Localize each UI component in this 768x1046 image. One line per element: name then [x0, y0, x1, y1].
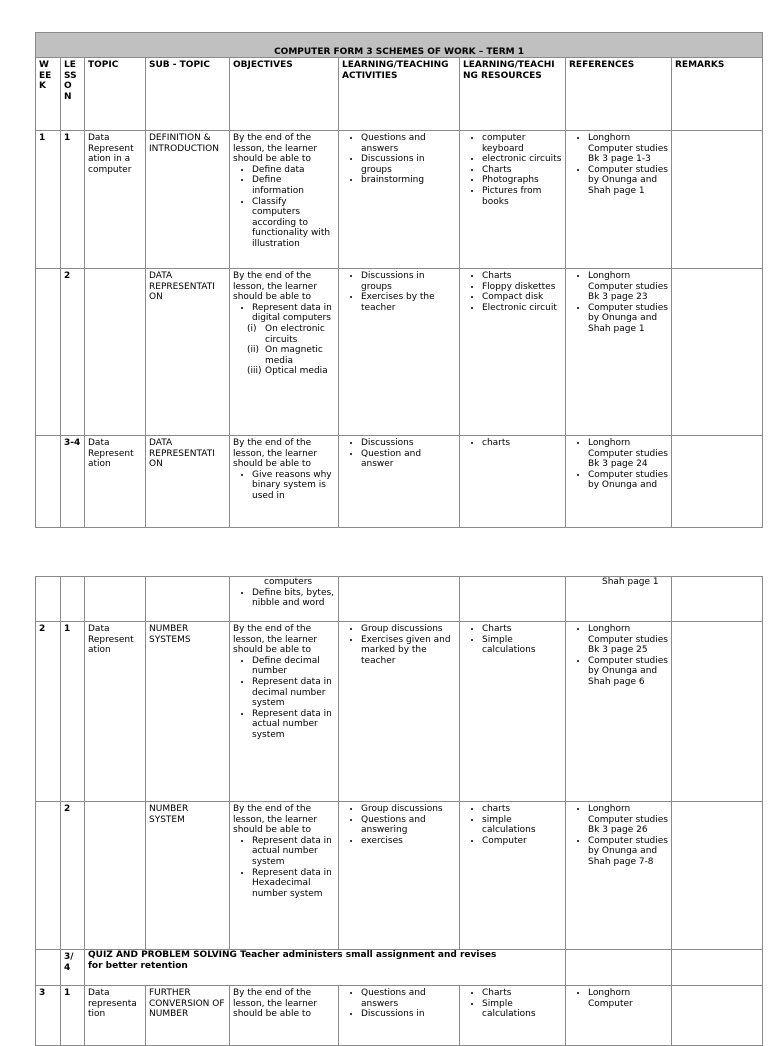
- scheme-table-part1: [35, 32, 763, 528]
- list-item: • Exercises by the teacher: [361, 292, 456, 313]
- list-item: • Pictures from books: [482, 186, 562, 207]
- list-item: • brainstorming: [361, 175, 456, 186]
- table-row: [36, 622, 763, 802]
- week-cell: [36, 577, 61, 622]
- lesson-cell: 2: [61, 802, 85, 950]
- list-item: • Compact disk: [482, 292, 562, 303]
- resources-cell: [460, 269, 566, 436]
- topic-cell: Data representa tion: [85, 986, 146, 1046]
- list-item: • Longhorn Computer studies Bk 3 page 26: [588, 804, 668, 836]
- topic-cell: [85, 802, 146, 950]
- remarks-cell: [672, 269, 763, 436]
- list-item: • Charts: [482, 624, 562, 635]
- list-item: • Represent data in actual number system: [252, 836, 335, 868]
- topic-cell: [85, 269, 146, 436]
- document-title: COMPUTER FORM 3 SCHEMES OF WORK – TERM 1: [36, 33, 763, 58]
- list-item: • Photographs: [482, 175, 562, 186]
- topic-cell: Data Represent ation: [85, 622, 146, 802]
- week-cell: 2: [36, 622, 61, 802]
- list-item: • Exercises given and marked by the teacher: [361, 635, 456, 667]
- list-item: • computer keyboard: [482, 133, 562, 154]
- subtopic-cell: DATA REPRESENTATI ON: [146, 436, 230, 528]
- table-row: [36, 950, 763, 986]
- references-cell: [566, 269, 672, 436]
- objectives-cell: [230, 577, 339, 622]
- table-row: [36, 577, 763, 622]
- list-item: • Charts: [482, 988, 562, 999]
- list-item: • Longhorn Computer studies Bk 3 page 1-3: [588, 133, 668, 165]
- list-item: • Give reasons why binary system is used in: [252, 470, 335, 502]
- lesson-cell: 3/ 4: [61, 950, 85, 986]
- list-item: • Simple calculations: [482, 999, 562, 1020]
- list-item: • Computer studies by Onunga and Shah page 1: [588, 303, 668, 335]
- list-item: • Define bits, bytes, nibble and word: [252, 588, 335, 609]
- resources-cell: [460, 802, 566, 950]
- topic-cell: Data Represent ation in a computer: [85, 131, 146, 269]
- activities-cell: [339, 577, 460, 622]
- header-subtopic: SUB - TOPIC: [146, 58, 230, 131]
- remarks-cell: [672, 622, 763, 802]
- topic-cell: [85, 577, 146, 622]
- resources-cell: [460, 131, 566, 269]
- activities-cell: [339, 622, 460, 802]
- list-item: • Classify computers according to functionality with illustration: [252, 197, 335, 250]
- list-item: • Discussions in: [361, 1009, 456, 1020]
- table-row: [36, 986, 763, 1046]
- lesson-cell: [61, 577, 85, 622]
- resources-cell: [460, 436, 566, 528]
- subtopic-cell: DEFINITION & INTRODUCTION: [146, 131, 230, 269]
- list-item: • Discussions in groups: [361, 154, 456, 175]
- list-item: • Longhorn Computer studies Bk 3 page 25: [588, 624, 668, 656]
- list-item: • Computer studies by Onunga and Shah page 7-8: [588, 836, 668, 868]
- list-item: • Longhorn Computer studies Bk 3 page 24: [588, 438, 668, 470]
- week-cell: [36, 950, 61, 986]
- list-item: • Computer studies by Onunga and: [588, 470, 668, 491]
- subtopic-cell: NUMBER SYSTEMS: [146, 622, 230, 802]
- list-item: • Question and answer: [361, 449, 456, 470]
- week-cell: 3: [36, 986, 61, 1046]
- list-item: • Represent data in decimal number system: [252, 677, 335, 709]
- list-item: • Charts: [482, 165, 562, 176]
- objectives-continued: computers: [264, 577, 313, 587]
- list-item: • Discussions: [361, 438, 456, 449]
- objectives-cell: [230, 436, 339, 528]
- header-references: REFERENCES: [566, 58, 672, 131]
- list-item: • Group discussions: [361, 804, 456, 815]
- references-cell: [566, 577, 672, 622]
- lesson-cell: 2: [61, 269, 85, 436]
- references-cell: [566, 802, 672, 950]
- table-row: [36, 436, 763, 528]
- header-activities: LEARNING/TEACHING ACTIVITIES: [339, 58, 460, 131]
- objectives-intro: By the end of the lesson, the learner should be able to: [233, 804, 318, 836]
- list-item: • Electronic circuit: [482, 303, 562, 314]
- lesson-cell: 1: [61, 622, 85, 802]
- objectives-cell: [230, 269, 339, 436]
- week-cell: [36, 802, 61, 950]
- list-item: • Discussions in groups: [361, 271, 456, 292]
- header-objectives: OBJECTIVES: [230, 58, 339, 131]
- list-item: • Computer: [482, 836, 562, 847]
- subtopic-cell: NUMBER SYSTEM: [146, 802, 230, 950]
- remarks-cell: [672, 986, 763, 1046]
- references-cell: [566, 436, 672, 528]
- objectives-cell: [230, 802, 339, 950]
- references-cell: [566, 986, 672, 1046]
- list-item: • Floppy diskettes: [482, 282, 562, 293]
- remarks-cell: [672, 950, 763, 986]
- list-item: • exercises: [361, 836, 456, 847]
- header-resources: LEARNING/TEACHI NG RESOURCES: [460, 58, 566, 131]
- list-item: • Questions and answers: [361, 988, 456, 1009]
- header-remarks: REMARKS: [672, 58, 763, 131]
- objectives-intro: By the end of the lesson, the learner should be able to: [233, 133, 318, 165]
- subtopic-cell: [146, 577, 230, 622]
- subtopic-cell: DATA REPRESENTATI ON: [146, 269, 230, 436]
- references-cell: [566, 131, 672, 269]
- list-item: • simple calculations: [482, 815, 562, 836]
- objectives-intro: By the end of the lesson, the learner should be able to: [233, 988, 318, 1020]
- references-cell: [566, 622, 672, 802]
- scheme-table-part2: [35, 576, 763, 1046]
- header-topic: TOPIC: [85, 58, 146, 131]
- list-item: • Computer studies by Onunga and Shah page 1: [588, 165, 668, 197]
- remarks-cell: [672, 577, 763, 622]
- header-lesson: LE SS O N: [61, 58, 85, 131]
- list-item: • Questions and answering: [361, 815, 456, 836]
- list-item: • Represent data in digital computers: [252, 303, 335, 324]
- list-item: • Computer studies by Onunga and Shah page 6: [588, 656, 668, 688]
- activities-cell: [339, 131, 460, 269]
- activities-cell: [339, 269, 460, 436]
- remarks-cell: [672, 131, 763, 269]
- objectives-cell: [230, 131, 339, 269]
- objectives-cell: [230, 622, 339, 802]
- table-row: [36, 802, 763, 950]
- list-item: • Longhorn Computer studies Bk 3 page 23: [588, 271, 668, 303]
- list-item: • Simple calculations: [482, 635, 562, 656]
- list-item: (iii) Optical media: [247, 366, 328, 377]
- list-item: • Group discussions: [361, 624, 456, 635]
- remarks-cell: [672, 802, 763, 950]
- list-item: • Longhorn Computer: [588, 988, 668, 1009]
- list-item: (ii) On magnetic media: [247, 345, 323, 366]
- list-item: • Represent data in actual number system: [252, 709, 335, 741]
- list-item: • Questions and answers: [361, 133, 456, 154]
- table-row: [36, 269, 763, 436]
- resources-cell: [460, 622, 566, 802]
- activities-cell: [339, 986, 460, 1046]
- objectives-intro: By the end of the lesson, the learner should be able to: [233, 438, 318, 470]
- remarks-cell: [672, 436, 763, 528]
- list-item: • Define information: [252, 175, 335, 196]
- activities-cell: [339, 802, 460, 950]
- objectives-intro: By the end of the lesson, the learner should be able to: [233, 271, 318, 303]
- objectives-intro: By the end of the lesson, the learner should be able to: [233, 624, 318, 656]
- week-cell: [36, 269, 61, 436]
- references-continued: Shah page 1: [602, 577, 659, 587]
- list-item: • Define data: [252, 165, 335, 176]
- week-cell: 1: [36, 131, 61, 269]
- header-week: W EE K: [36, 58, 61, 131]
- list-item: • Charts: [482, 271, 562, 282]
- list-item: • Represent data in Hexadecimal number system: [252, 868, 335, 900]
- list-item: • charts: [482, 804, 562, 815]
- lesson-cell: 1: [61, 986, 85, 1046]
- resources-cell: [460, 577, 566, 622]
- quiz-note: QUIZ AND PROBLEM SOLVING Teacher administers small assignment and revises for better retention: [85, 950, 566, 986]
- lesson-cell: 1: [61, 131, 85, 269]
- list-item: (i) On electronic circuits: [247, 323, 325, 345]
- list-item: • charts: [482, 438, 562, 449]
- table-row: [36, 131, 763, 269]
- references-cell: [566, 950, 672, 986]
- list-item: • electronic circuits: [482, 154, 562, 165]
- subtopic-cell: FURTHER CONVERSION OF NUMBER: [146, 986, 230, 1046]
- list-item: • Define decimal number: [252, 656, 335, 677]
- objectives-cell: [230, 986, 339, 1046]
- week-cell: [36, 436, 61, 528]
- resources-cell: [460, 986, 566, 1046]
- topic-cell: Data Represent ation: [85, 436, 146, 528]
- lesson-cell: 3-4: [61, 436, 85, 528]
- activities-cell: [339, 436, 460, 528]
